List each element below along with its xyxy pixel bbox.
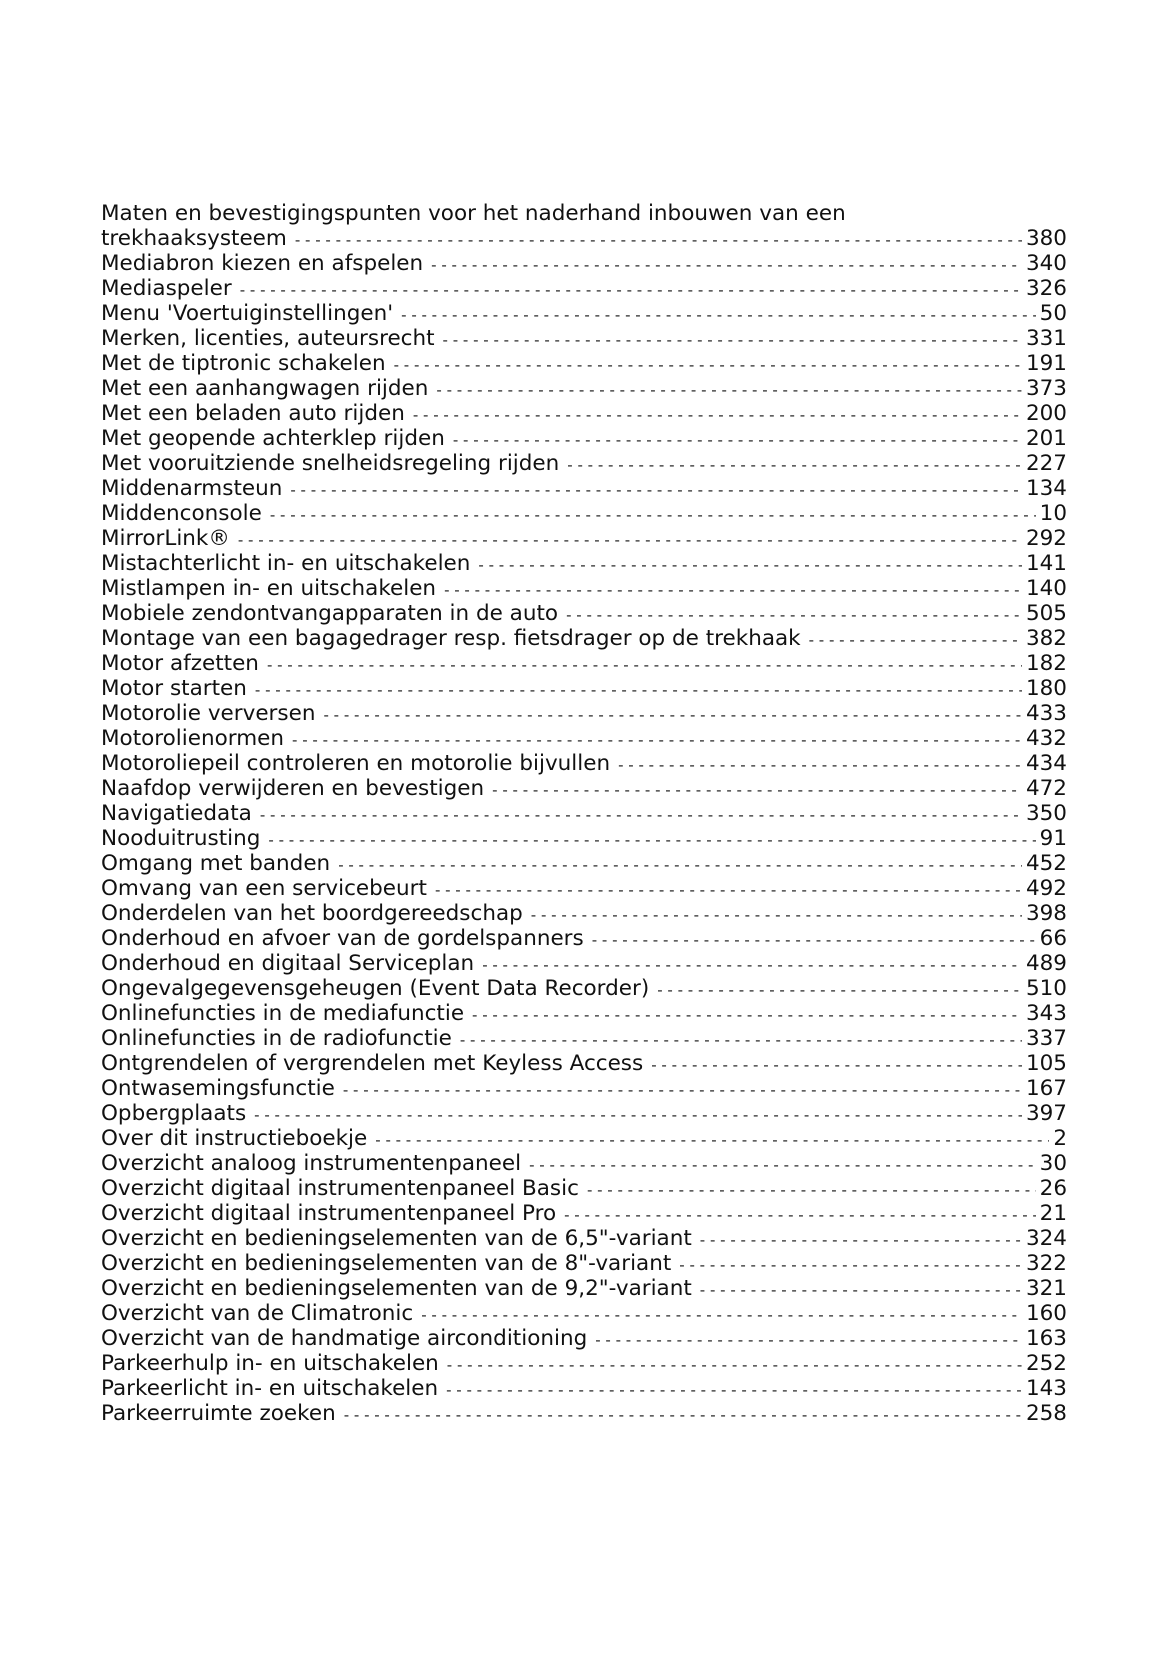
entry-label: Overzicht van de handmatige airconditioning bbox=[101, 1326, 588, 1351]
entry-label: Onderhoud en afvoer van de gordelspanners bbox=[101, 926, 584, 951]
dot-leader bbox=[270, 501, 1036, 528]
entry-page: 505 bbox=[1025, 601, 1067, 626]
dot-leader bbox=[587, 1176, 1036, 1203]
entry-page: 201 bbox=[1025, 426, 1067, 451]
dot-leader bbox=[809, 626, 1022, 653]
entry-label: MirrorLink® bbox=[101, 526, 230, 551]
index-entry bbox=[101, 751, 1067, 776]
entry-label: Onderdelen van het boordgereedschap bbox=[101, 901, 523, 926]
entry-label: trekhaaksysteem bbox=[101, 226, 287, 251]
dot-leader bbox=[700, 1226, 1022, 1253]
index-entry bbox=[101, 876, 1067, 901]
index-entry bbox=[101, 1151, 1067, 1176]
dot-leader bbox=[431, 251, 1022, 278]
index-entry bbox=[101, 1226, 1067, 1251]
entry-page: 382 bbox=[1025, 626, 1067, 651]
entry-label: Motorolienormen bbox=[101, 726, 285, 751]
entry-page: 292 bbox=[1025, 526, 1067, 551]
dot-leader bbox=[268, 826, 1035, 853]
entry-label: Parkeerruimte zoeken bbox=[101, 1401, 336, 1426]
entry-page: 452 bbox=[1025, 851, 1067, 876]
entry-label: Omvang van een servicebeurt bbox=[101, 876, 427, 901]
entry-label: Nooduitrusting bbox=[101, 826, 261, 851]
entry-page: 143 bbox=[1025, 1376, 1067, 1401]
dot-leader bbox=[531, 901, 1022, 928]
entry-page: 492 bbox=[1025, 876, 1067, 901]
index-entry bbox=[101, 826, 1067, 851]
dot-leader bbox=[566, 601, 1022, 628]
entry-page: 433 bbox=[1025, 701, 1067, 726]
entry-label: Navigatiedata bbox=[101, 801, 252, 826]
index-entry bbox=[101, 726, 1067, 751]
dot-leader bbox=[421, 1301, 1022, 1328]
index-entry bbox=[101, 1351, 1067, 1376]
entry-label: Middenconsole bbox=[101, 501, 262, 526]
entry-page: 141 bbox=[1025, 551, 1067, 576]
dot-leader bbox=[447, 1351, 1022, 1378]
entry-label: Mediaspeler bbox=[101, 276, 232, 301]
index-entry bbox=[101, 1201, 1067, 1226]
entry-label: Met de tiptronic schakelen bbox=[101, 351, 386, 376]
entry-page: 167 bbox=[1025, 1076, 1067, 1101]
entry-page: 30 bbox=[1039, 1151, 1067, 1176]
entry-label: Motor afzetten bbox=[101, 651, 259, 676]
entry-page: 140 bbox=[1025, 576, 1067, 601]
index-entry bbox=[101, 1376, 1067, 1401]
entry-page: 200 bbox=[1025, 401, 1067, 426]
dot-leader bbox=[446, 1376, 1022, 1403]
entry-label: Mistachterlicht in- en uitschakelen bbox=[101, 551, 471, 576]
entry-label: Met vooruitziende snelheidsregeling rijden bbox=[101, 451, 560, 476]
entry-page: 50 bbox=[1039, 301, 1067, 326]
dot-leader bbox=[254, 1101, 1022, 1128]
entry-page: 91 bbox=[1039, 826, 1067, 851]
index-entry bbox=[101, 526, 1067, 551]
index-entry bbox=[101, 426, 1067, 451]
entry-page: 472 bbox=[1025, 776, 1067, 801]
index-entry bbox=[101, 1026, 1067, 1051]
index-list bbox=[101, 201, 1067, 1426]
dot-leader bbox=[492, 776, 1022, 803]
entry-label: Merken, licenties, auteursrecht bbox=[101, 326, 435, 351]
entry-label: Met geopende achterklep rijden bbox=[101, 426, 445, 451]
entry-page: 350 bbox=[1025, 801, 1067, 826]
dot-leader bbox=[323, 701, 1021, 728]
entry-page: 326 bbox=[1025, 276, 1067, 301]
entry-page: 398 bbox=[1025, 901, 1067, 926]
entry-page: 324 bbox=[1025, 1226, 1067, 1251]
entry-page: 21 bbox=[1039, 1201, 1067, 1226]
dot-leader bbox=[679, 1251, 1022, 1278]
entry-label: Mistlampen in- en uitschakelen bbox=[101, 576, 437, 601]
index-entry bbox=[101, 901, 1067, 926]
index-entry bbox=[101, 326, 1067, 351]
dot-leader bbox=[482, 951, 1022, 978]
entry-page: 26 bbox=[1039, 1176, 1067, 1201]
entry-label: Omgang met banden bbox=[101, 851, 331, 876]
entry-page: 510 bbox=[1025, 976, 1067, 1001]
index-entry bbox=[101, 1401, 1067, 1426]
dot-leader bbox=[618, 751, 1022, 778]
entry-label: Onlinefuncties in de mediafunctie bbox=[101, 1001, 465, 1026]
index-entry bbox=[101, 1326, 1067, 1351]
dot-leader bbox=[478, 551, 1022, 578]
index-entry bbox=[101, 651, 1067, 676]
index-entry bbox=[101, 801, 1067, 826]
index-entry bbox=[101, 676, 1067, 701]
entry-label: Opbergplaats bbox=[101, 1101, 247, 1126]
dot-leader bbox=[344, 1401, 1022, 1428]
entry-label: Montage van een bagagedrager resp. fietsdrager op de trekhaak bbox=[101, 626, 801, 651]
entry-page: 10 bbox=[1039, 501, 1067, 526]
index-entry bbox=[101, 851, 1067, 876]
entry-label: Overzicht digitaal instrumentenpaneel Pro bbox=[101, 1201, 557, 1226]
index-entry bbox=[101, 1251, 1067, 1276]
index-entry bbox=[101, 1076, 1067, 1101]
index-entry bbox=[101, 301, 1067, 326]
dot-leader bbox=[436, 376, 1022, 403]
entry-label: Ongevalgegevensgeheugen (Event Data Recorder) bbox=[101, 976, 650, 1001]
dot-leader bbox=[255, 676, 1022, 703]
dot-leader bbox=[472, 1001, 1022, 1028]
entry-page: 337 bbox=[1025, 1026, 1067, 1051]
entry-page: 252 bbox=[1025, 1351, 1067, 1376]
index-entry bbox=[101, 626, 1067, 651]
entry-label: Over dit instructieboekje bbox=[101, 1126, 368, 1151]
index-entry bbox=[101, 576, 1067, 601]
index-entry bbox=[101, 976, 1067, 1001]
index-entry bbox=[101, 1126, 1067, 1151]
entry-label: Ontwasemingsfunctie bbox=[101, 1076, 335, 1101]
entry-page: 191 bbox=[1025, 351, 1067, 376]
entry-page: 432 bbox=[1025, 726, 1067, 751]
index-entry bbox=[101, 1051, 1067, 1076]
entry-label: Mediabron kiezen en afspelen bbox=[101, 251, 424, 276]
dot-leader bbox=[592, 926, 1036, 953]
dot-leader bbox=[413, 401, 1022, 428]
entry-page: 2 bbox=[1053, 1126, 1067, 1151]
index-entry bbox=[101, 401, 1067, 426]
entry-label: Motor starten bbox=[101, 676, 247, 701]
dot-leader bbox=[567, 451, 1022, 478]
entry-page: 340 bbox=[1025, 251, 1067, 276]
entry-label: Middenarmsteun bbox=[101, 476, 283, 501]
index-entry bbox=[101, 376, 1067, 401]
entry-page: 397 bbox=[1025, 1101, 1067, 1126]
entry-page: 321 bbox=[1025, 1276, 1067, 1301]
index-entry bbox=[101, 601, 1067, 626]
entry-label: Parkeerlicht in- en uitschakelen bbox=[101, 1376, 439, 1401]
entry-label: Menu 'Voertuiginstellingen' bbox=[101, 301, 394, 326]
entry-page: 134 bbox=[1025, 476, 1067, 501]
entry-label: Onderhoud en digitaal Serviceplan bbox=[101, 951, 475, 976]
entry-label: Ontgrendelen of vergrendelen met Keyless Access bbox=[101, 1051, 644, 1076]
index-entry bbox=[101, 926, 1067, 951]
entry-page: 66 bbox=[1039, 926, 1067, 951]
dot-leader bbox=[292, 726, 1022, 753]
entry-page: 322 bbox=[1025, 1251, 1067, 1276]
index-entry bbox=[101, 451, 1067, 476]
entry-page: 160 bbox=[1025, 1301, 1067, 1326]
index-entry bbox=[101, 551, 1067, 576]
entry-label: Overzicht analoog instrumentenpaneel bbox=[101, 1151, 522, 1176]
entry-page: 258 bbox=[1025, 1401, 1067, 1426]
index-entry bbox=[101, 1301, 1067, 1326]
dot-leader bbox=[453, 426, 1022, 453]
index-entry bbox=[101, 1101, 1067, 1126]
dot-leader bbox=[401, 301, 1036, 328]
entry-page: 227 bbox=[1025, 451, 1067, 476]
entry-label: Met een aanhangwagen rijden bbox=[101, 376, 429, 401]
dot-leader bbox=[260, 801, 1022, 828]
entry-label: Naafdop verwijderen en bevestigen bbox=[101, 776, 485, 801]
index-entry bbox=[101, 1276, 1067, 1301]
dot-leader bbox=[343, 1076, 1022, 1103]
dot-leader bbox=[651, 1051, 1022, 1078]
index-entry bbox=[101, 1001, 1067, 1026]
index-entry bbox=[101, 501, 1067, 526]
entry-page: 343 bbox=[1025, 1001, 1067, 1026]
index-entry bbox=[101, 226, 1067, 251]
entry-page: 105 bbox=[1025, 1051, 1067, 1076]
entry-page: 489 bbox=[1025, 951, 1067, 976]
entry-page: 180 bbox=[1025, 676, 1067, 701]
dot-leader bbox=[290, 476, 1022, 503]
dot-leader bbox=[240, 276, 1022, 303]
entry-label: Met een beladen auto rijden bbox=[101, 401, 405, 426]
index-entry bbox=[101, 251, 1067, 276]
entry-page: 331 bbox=[1025, 326, 1067, 351]
dot-leader bbox=[394, 351, 1022, 378]
dot-leader bbox=[295, 226, 1022, 253]
index-entry bbox=[101, 776, 1067, 801]
index-entry bbox=[101, 351, 1067, 376]
entry-label: Overzicht digitaal instrumentenpaneel Basic bbox=[101, 1176, 579, 1201]
entry-label: Overzicht en bedieningselementen van de 8"-variant bbox=[101, 1251, 672, 1276]
index-entry-prefix: Maten en bevestigingspunten voor het naderhand inbouwen van een bbox=[101, 201, 846, 226]
entry-label: Motoroliepeil controleren en motorolie bijvullen bbox=[101, 751, 611, 776]
dot-leader bbox=[529, 1151, 1036, 1178]
entry-label: Parkeerhulp in- en uitschakelen bbox=[101, 1351, 439, 1376]
entry-page: 373 bbox=[1025, 376, 1067, 401]
dot-leader bbox=[443, 326, 1022, 353]
entry-label: Overzicht en bedieningselementen van de 6,5"-variant bbox=[101, 1226, 692, 1251]
dot-leader bbox=[435, 876, 1022, 903]
dot-leader bbox=[267, 651, 1022, 678]
index-entry bbox=[101, 476, 1067, 501]
dot-leader bbox=[657, 976, 1022, 1003]
dot-leader bbox=[564, 1201, 1036, 1228]
index-entry bbox=[101, 951, 1067, 976]
entry-page: 182 bbox=[1025, 651, 1067, 676]
dot-leader bbox=[375, 1126, 1049, 1153]
index-entry bbox=[101, 276, 1067, 301]
dot-leader bbox=[338, 851, 1022, 878]
dot-leader bbox=[444, 576, 1022, 603]
entry-label: Overzicht van de Climatronic bbox=[101, 1301, 414, 1326]
index-entry bbox=[101, 701, 1067, 726]
entry-label: Mobiele zendontvangapparaten in de auto bbox=[101, 601, 559, 626]
dot-leader bbox=[700, 1276, 1022, 1303]
entry-page: 380 bbox=[1025, 226, 1067, 251]
entry-label: Overzicht en bedieningselementen van de 9,2"-variant bbox=[101, 1276, 692, 1301]
entry-page: 434 bbox=[1025, 751, 1067, 776]
entry-label: Onlinefuncties in de radiofunctie bbox=[101, 1026, 452, 1051]
dot-leader bbox=[460, 1026, 1022, 1053]
dot-leader bbox=[238, 526, 1022, 553]
entry-label: Motorolie verversen bbox=[101, 701, 316, 726]
dot-leader bbox=[595, 1326, 1022, 1353]
entry-page: 163 bbox=[1025, 1326, 1067, 1351]
index-entry bbox=[101, 1176, 1067, 1201]
